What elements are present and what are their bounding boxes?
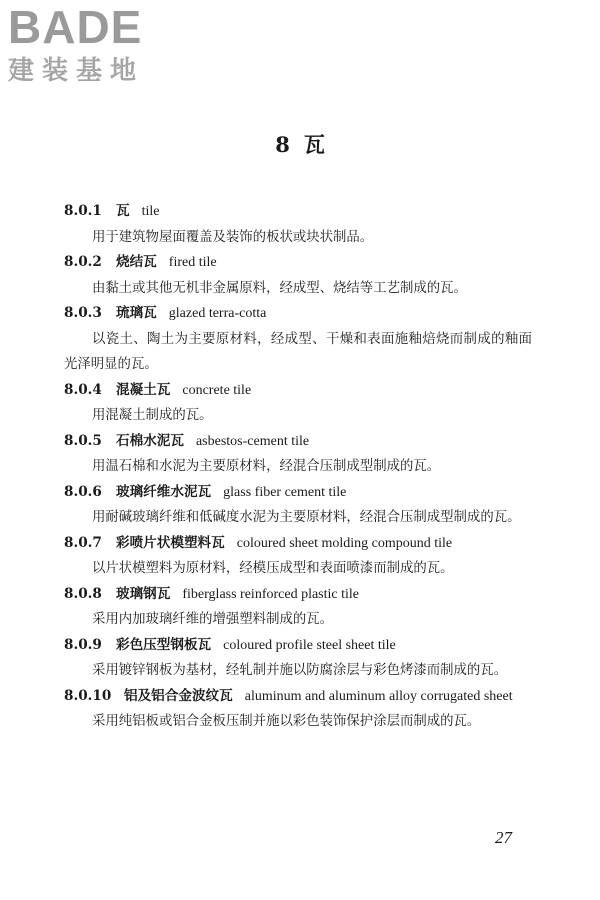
term-entry xyxy=(64,199,532,250)
term-chinese: 彩色压型钢板瓦 xyxy=(116,636,212,653)
watermark-logo xyxy=(8,1,178,86)
term-english: coloured profile steel sheet tile xyxy=(223,637,396,653)
term-chinese: 铝及铝合金波纹瓦 xyxy=(124,687,233,704)
term-definition: 采用内加玻璃纤维的增强塑料制成的瓦。 xyxy=(92,612,334,627)
term-definition: 用耐碱玻璃纤维和低碱度水泥为主要原材料，经混合压制成型制成的瓦。 xyxy=(92,510,521,525)
term-definition: 用混凝土制成的瓦。 xyxy=(92,408,213,423)
term-english: concrete tile xyxy=(182,382,252,398)
term-entry xyxy=(64,378,532,429)
term-definition: 采用纯铝板或铝合金板压制并施以彩色装饰保护涂层而制成的瓦。 xyxy=(92,713,481,729)
term-number: 8.0.9 xyxy=(64,636,102,653)
term-definition: 采用镀锌钢板为基材，经轧制并施以防腐涂层与彩色烤漆而制成的瓦。 xyxy=(92,663,508,678)
term-english: fiberglass reinforced plastic tile xyxy=(182,586,359,602)
term-chinese: 混凝土瓦 xyxy=(116,381,171,398)
term-english: asbestos-cement tile xyxy=(195,433,310,449)
term-heading xyxy=(64,633,532,659)
term-number: 8.0.6 xyxy=(64,483,102,500)
term-english: fired tile xyxy=(168,255,217,270)
term-number: 8.0.8 xyxy=(64,585,102,602)
term-english: coloured sheet molding compound tile xyxy=(236,535,453,551)
term-entry xyxy=(64,684,532,735)
term-entry xyxy=(64,633,532,684)
term-definition: 以瓷土、陶土为主要原材料，经成型、干燥和表面施釉焙烧而制成的釉面光泽明显的瓦。 xyxy=(64,331,532,372)
term-heading xyxy=(64,199,532,225)
term-number: 8.0.4 xyxy=(64,381,102,398)
term-number: 8.0.2 xyxy=(64,254,102,270)
term-english: glazed terra-cotta xyxy=(168,306,267,321)
term-heading xyxy=(64,250,532,276)
term-heading xyxy=(64,301,532,327)
term-entry xyxy=(64,301,532,378)
term-heading xyxy=(64,684,532,709)
term-number: 8.0.7 xyxy=(64,534,102,551)
term-entry xyxy=(64,531,532,582)
term-definition: 用于建筑物屋面覆盖及装饰的板状或块状制品。 xyxy=(92,229,374,245)
term-number: 8.0.5 xyxy=(64,432,102,449)
term-english: glass fiber cement tile xyxy=(223,484,347,500)
term-chinese: 琉璃瓦 xyxy=(116,305,157,321)
term-chinese: 彩喷片状模塑料瓦 xyxy=(116,534,225,551)
term-chinese: 烧结瓦 xyxy=(116,254,157,270)
term-chinese: 瓦 xyxy=(116,203,130,219)
term-english: tile xyxy=(141,204,160,219)
logo-cjk-text: 建装基地 xyxy=(8,56,145,86)
term-number: 8.0.1 xyxy=(64,203,102,219)
term-heading xyxy=(64,480,532,506)
term-chinese: 玻璃钢瓦 xyxy=(116,585,171,602)
term-definition: 由黏土或其他无机非金属原料，经成型、烧结等工艺制成的瓦。 xyxy=(92,280,467,296)
term-definition: 用温石棉和水泥为主要原材料，经混合压制成型制成的瓦。 xyxy=(92,459,441,474)
term-heading xyxy=(64,582,532,608)
term-entry xyxy=(64,429,532,480)
chapter-heading xyxy=(0,132,600,158)
term-number: 8.0.3 xyxy=(64,305,102,321)
term-entry xyxy=(64,582,532,633)
term-chinese: 玻璃纤维水泥瓦 xyxy=(116,483,212,500)
term-chinese: 石棉水泥瓦 xyxy=(116,432,184,449)
term-number: 8.0.10 xyxy=(64,687,112,704)
term-heading xyxy=(64,429,532,455)
logo-latin-text: BADE xyxy=(8,1,143,53)
term-english: aluminum and aluminum alloy corrugated sheet xyxy=(244,688,513,704)
page-number: 27 xyxy=(495,828,512,847)
chapter-title: 瓦 xyxy=(303,132,325,157)
chapter-number: 8 xyxy=(275,132,290,157)
term-list xyxy=(64,199,532,734)
term-definition: 以片状模塑料为原材料，经模压成型和表面喷漆而制成的瓦。 xyxy=(92,561,454,576)
term-entry xyxy=(64,480,532,531)
term-heading xyxy=(64,378,532,404)
term-heading xyxy=(64,531,532,557)
term-entry xyxy=(64,250,532,301)
